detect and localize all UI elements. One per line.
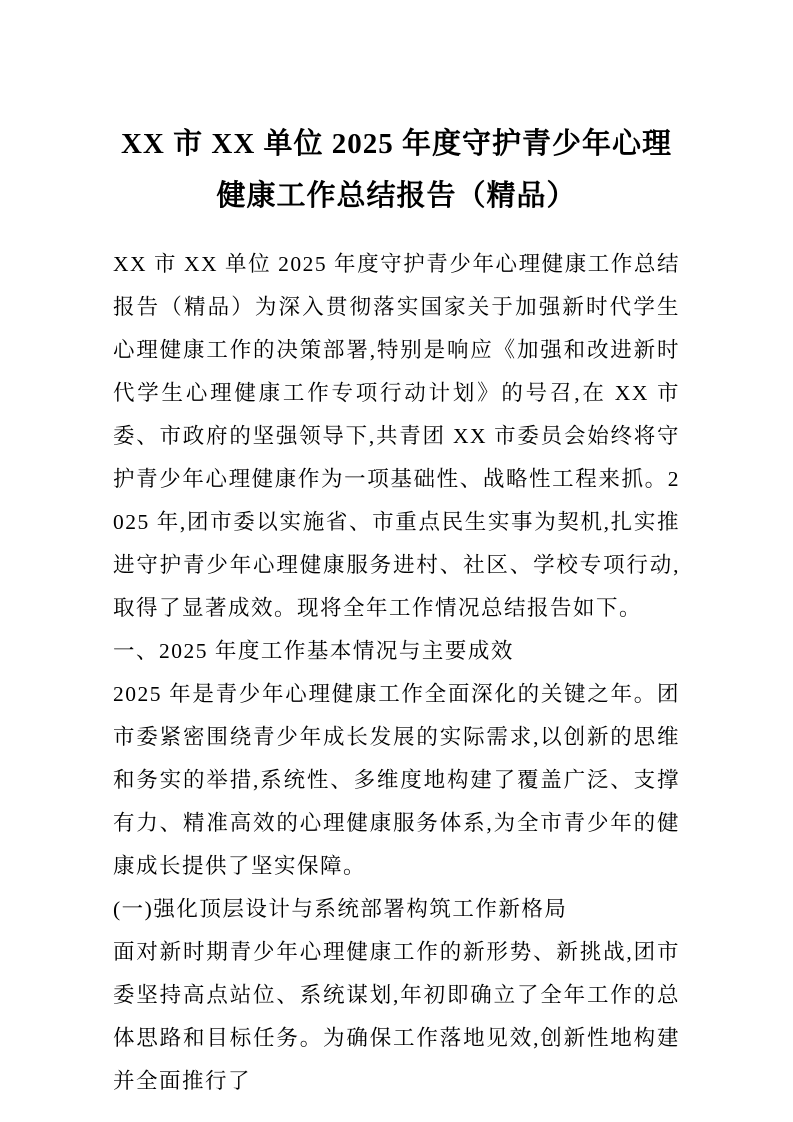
document-content xyxy=(113,118,680,1103)
section-subheading-1: (一)强化顶层设计与系统部署构筑工作新格局 xyxy=(113,897,568,921)
paragraph-overview: 2025 年是青少年心理健康工作全面深化的关键之年。团市委紧密围绕青少年成长发展的实际需求,以创新的思维和务实的举措,系统性、多维度地构建了覆盖广泛、支撑有力、精准高效的心理健康服务体系,为全市青少年的健康成长提供了坚实保障。 xyxy=(113,682,680,878)
document-body xyxy=(113,243,680,1103)
paragraph-detail: 面对新时期青少年心理健康工作的新形势、新挑战,团市委坚持高点站位、系统谋划,年初即确立了全年工作的总体思路和目标任务。为确保工作落地见效,创新性地构建并全面推行了 xyxy=(113,940,680,1093)
document-title: XX 市 XX 单位 2025 年度守护青少年心理健康工作总结报告（精品） xyxy=(120,128,673,212)
section-heading-1: 一、2025 年度工作基本情况与主要成效 xyxy=(113,639,514,663)
paragraph-intro: XX 市 XX 单位 2025 年度守护青少年心理健康工作总结报告（精品）为深入贯彻落实国家关于加强新时代学生心理健康工作的决策部署,特别是响应《加强和改进新时代学生心理健康工作专项行动计划》的号召,在 XX 市委、市政府的坚强领导下,共青团 XX 市委员会始终将守护青少年心理健康作为一项基础性、战略性工程来抓。2025 年,团市委以实施省、市重点民生实事为契机,扎实推进守护青少年心理健康服务进村、社区、学校专项行动,取得了显著成效。现将全年工作情况总结报告如下。 xyxy=(113,252,680,620)
